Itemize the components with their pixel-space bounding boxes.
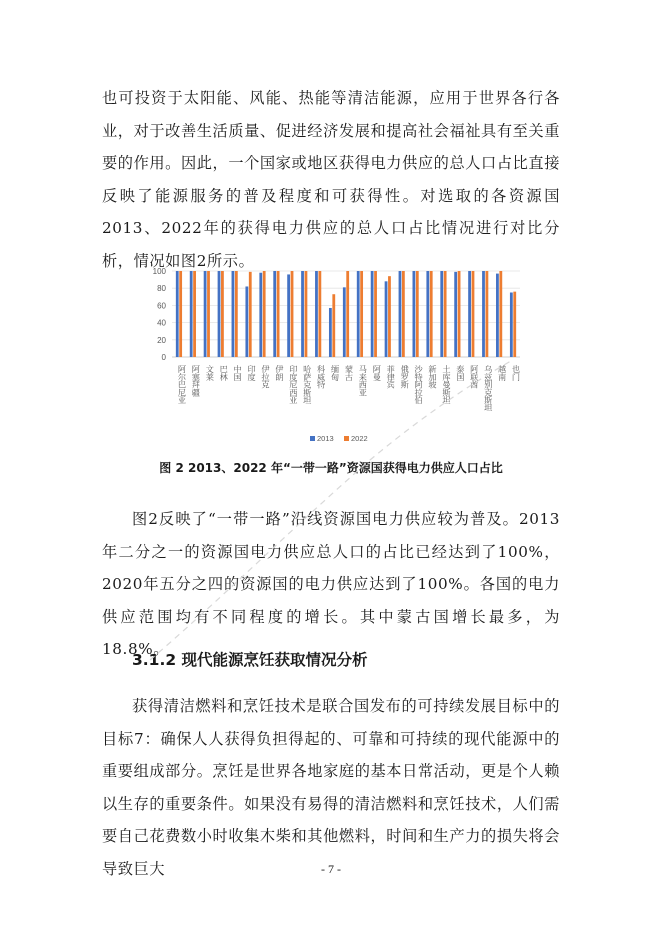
- bar-2013-19: [440, 271, 443, 357]
- x-tick-label: 阿尔巴尼亚: [177, 365, 187, 404]
- bar-2022-24: [513, 292, 516, 357]
- bar-2022-8: [291, 271, 294, 357]
- bar-2022-13: [360, 271, 363, 357]
- bar-2013-6: [259, 273, 262, 357]
- bar-2022-14: [374, 271, 377, 357]
- x-tick-label: 越南: [497, 365, 507, 381]
- y-tick-label: 60: [157, 301, 166, 311]
- bar-2013-12: [343, 287, 346, 357]
- x-tick-label: 文莱: [205, 365, 215, 381]
- bar-2013-10: [315, 271, 318, 357]
- bar-2013-4: [232, 271, 235, 357]
- bar-2013-24: [510, 293, 513, 358]
- bar-2022-12: [346, 271, 349, 357]
- y-tick-label: 0: [161, 353, 166, 362]
- bar-2013-1: [190, 271, 193, 357]
- bar-2013-7: [273, 271, 276, 357]
- bar-2022-1: [193, 271, 196, 357]
- bar-2013-13: [357, 271, 360, 357]
- bar-2022-9: [305, 271, 308, 357]
- body-paragraph-1: 也可投资于太阳能、风能、热能等清洁能源，应用于世界各行各业，对于改善生活质量、促进经济发展和提高社会福祉具有至关重要的作用。因此，一个国家或地区获得电力供应的总人口占比直接反映了能源服务的普及程度和可获得性。对选取的各资源国2013、2022年的获得电力供应的总人口占比情况进行对比分析，情况如图2所示。: [102, 89, 560, 270]
- bar-2022-11: [332, 294, 335, 357]
- bar-2013-2: [204, 271, 207, 357]
- legend-label-2013: 2013: [317, 434, 334, 443]
- bar-2013-21: [468, 271, 471, 357]
- x-tick-label: 乌兹别克斯坦: [483, 365, 493, 412]
- bar-2013-0: [176, 271, 179, 357]
- bar-2013-22: [482, 271, 485, 357]
- bar-2013-8: [287, 274, 290, 357]
- bar-2013-9: [301, 271, 304, 357]
- x-tick-label: 印度: [247, 365, 257, 381]
- x-tick-label: 菲律宾: [386, 365, 396, 389]
- x-tick-label: 缅甸: [330, 365, 340, 381]
- bar-2022-0: [179, 271, 182, 357]
- x-tick-label: 也门: [511, 365, 521, 381]
- bar-2022-3: [221, 271, 224, 357]
- x-tick-label: 马来西亚: [358, 365, 368, 396]
- bar-2022-20: [458, 271, 461, 357]
- legend-swatch-2013: [310, 436, 315, 441]
- x-tick-label: 蒙古: [344, 365, 354, 381]
- bar-2013-11: [329, 308, 332, 357]
- bar-2013-23: [496, 274, 499, 357]
- body-paragraph-3: 获得清洁燃料和烹饪技术是联合国发布的可持续发展目标中的目标7：确保人人获得负担得起的、可靠和可持续的现代能源中的重要组成部分。烹饪是世界各地家庭的基本日常活动，更是个人赖以生存的重要条件。如果没有易得的清洁燃料和烹饪技术，人们需要自己花费数小时收集木柴和其他燃料，时间和生产力的损失将会导致巨大: [102, 697, 560, 878]
- page-number: - 7 -: [321, 862, 341, 876]
- bar-2022-23: [499, 271, 502, 357]
- y-tick-label: 100: [152, 267, 166, 276]
- x-tick-label: 哈萨克斯坦: [302, 365, 312, 404]
- bar-2013-17: [413, 271, 416, 357]
- x-tick-label: 泰国: [455, 365, 465, 381]
- bar-2013-14: [371, 271, 374, 357]
- y-tick-label: 20: [157, 335, 166, 345]
- y-tick-label: 40: [157, 318, 166, 328]
- bar-2022-21: [472, 271, 475, 357]
- bar-2022-22: [486, 271, 489, 357]
- bar-2013-15: [385, 281, 388, 357]
- bar-2022-2: [207, 271, 210, 357]
- x-tick-label: 俄罗斯: [400, 365, 410, 389]
- bar-2022-5: [249, 272, 252, 357]
- bar-2022-10: [318, 271, 321, 357]
- bar-2022-16: [402, 271, 405, 357]
- x-tick-label: 阿塞拜疆: [191, 365, 201, 396]
- electricity-access-bar-chart: [140, 258, 530, 448]
- bar-2013-20: [454, 272, 457, 357]
- body-paragraph-2: 图2反映了“一带一路”沿线资源国电力供应较为普及。2013年二分之一的资源国电力供应总人口的占比已经达到了100%，2020年五分之四的资源国的电力供应达到了100%。各国的电力供应范围均有不同程度的增长。其中蒙古国增长最多，为18.8%。: [102, 510, 560, 658]
- x-tick-label: 印度尼西亚: [288, 365, 298, 404]
- x-tick-label: 巴林: [219, 365, 229, 381]
- x-tick-label: 伊朗: [274, 365, 284, 381]
- x-tick-label: 新加坡: [428, 365, 438, 389]
- bar-2022-6: [263, 271, 266, 357]
- bar-2013-3: [218, 271, 221, 357]
- x-tick-label: 土库曼斯坦: [441, 365, 451, 404]
- bar-2013-5: [245, 286, 248, 357]
- x-tick-label: 伊拉克: [260, 365, 270, 389]
- bar-2013-16: [399, 271, 402, 357]
- legend-label-2022: 2022: [351, 434, 368, 443]
- bar-2022-4: [235, 271, 238, 357]
- legend-swatch-2022: [344, 436, 349, 441]
- bar-2013-18: [426, 271, 429, 357]
- bar-2022-17: [416, 271, 419, 357]
- bar-2022-19: [444, 271, 447, 357]
- figure-caption: 图 2 2013、2022 年“一带一路”资源国获得电力供应人口占比: [159, 461, 503, 475]
- x-tick-label: 中国: [233, 365, 243, 381]
- x-tick-label: 阿联酋: [469, 365, 479, 389]
- bar-2022-15: [388, 276, 391, 357]
- x-tick-label: 科威特: [316, 365, 326, 389]
- bar-2022-18: [430, 271, 433, 357]
- bar-2022-7: [277, 271, 280, 357]
- x-tick-label: 沙特阿拉伯: [414, 365, 424, 404]
- section-heading: 3.1.2 现代能源烹饪获取情况分析: [132, 651, 368, 669]
- y-tick-label: 80: [157, 284, 166, 294]
- x-tick-label: 阿曼: [372, 365, 382, 381]
